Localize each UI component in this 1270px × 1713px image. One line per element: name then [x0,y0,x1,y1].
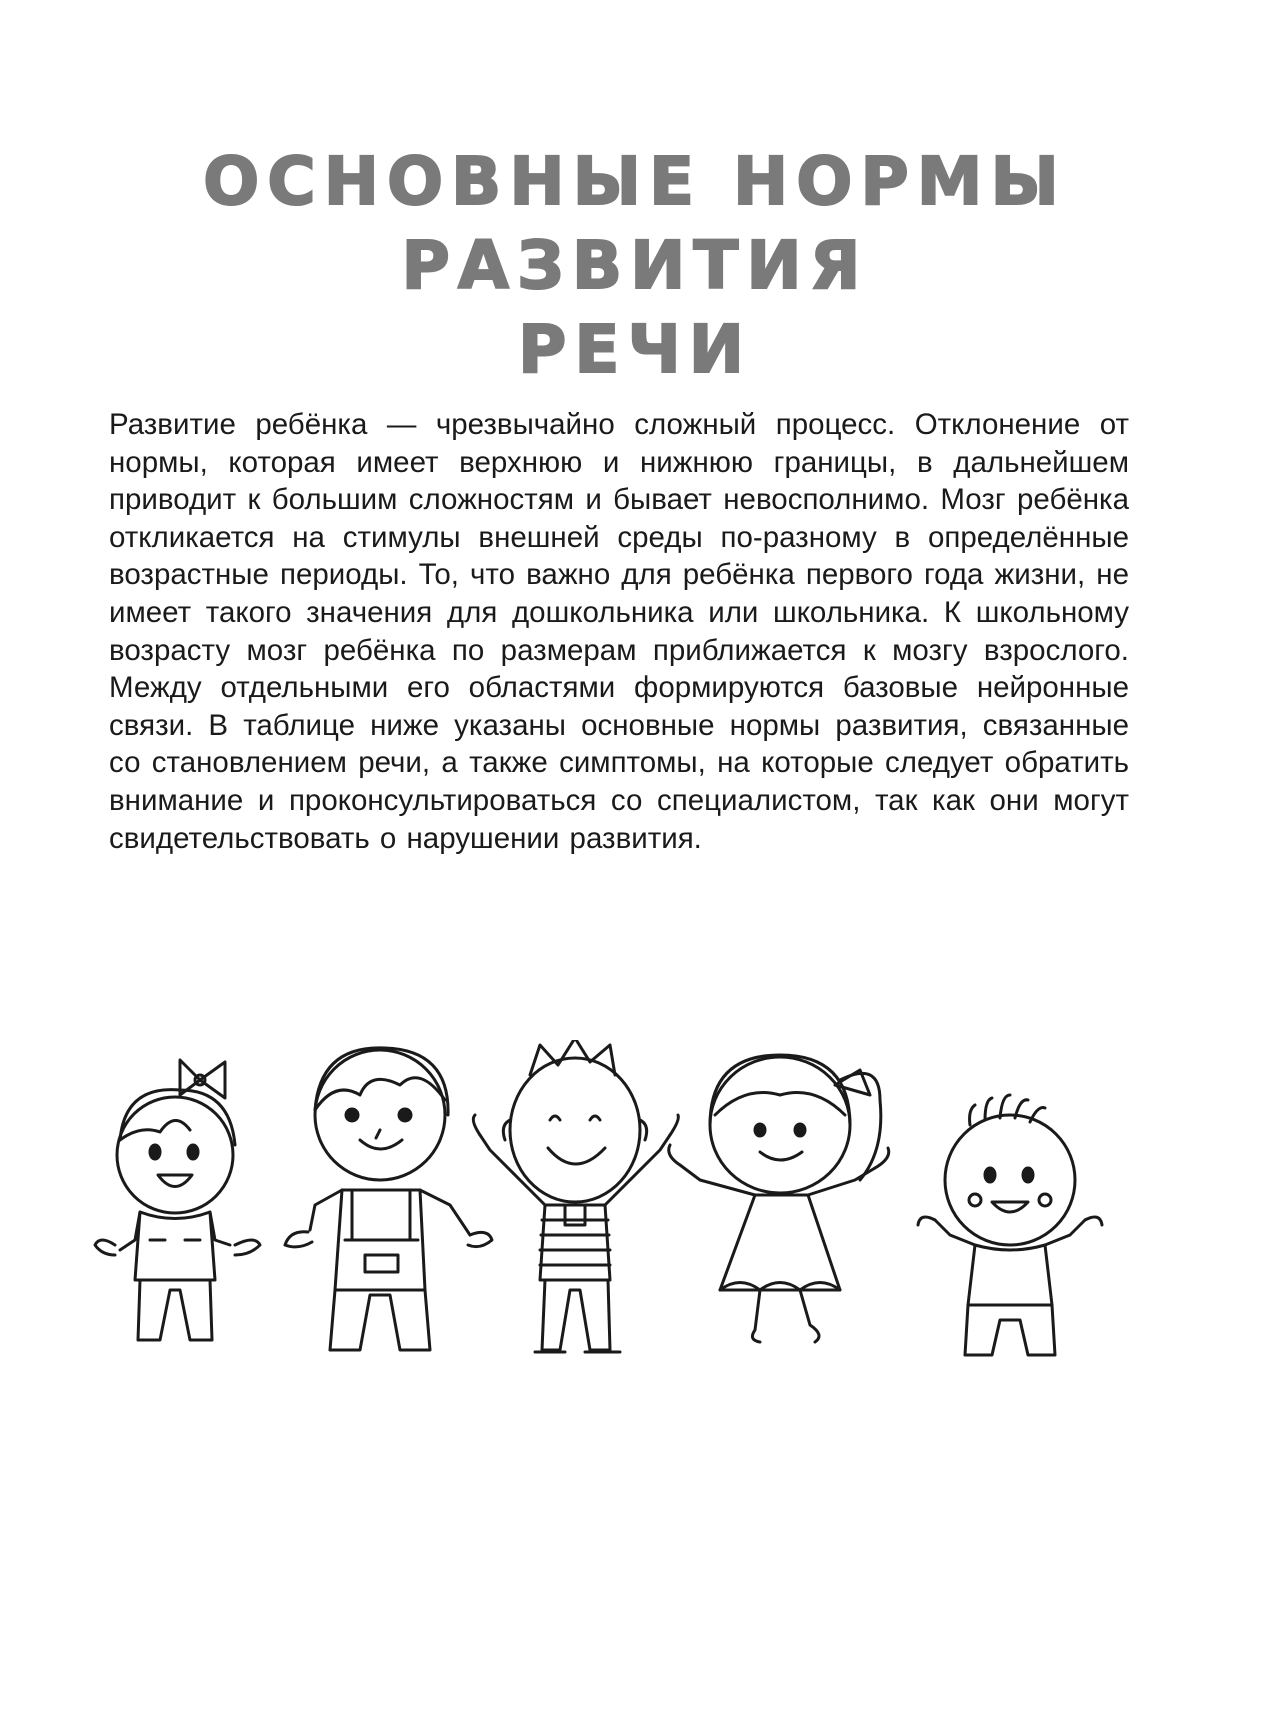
title-line-1: ОСНОВНЫЕ НОРМЫ [203,143,1067,220]
page-title [0,140,1270,392]
child-girl-bow-figure [95,1060,260,1340]
child-boy-overalls-figure [285,1048,492,1350]
children-illustration [80,1040,1190,1420]
title-line-3: РЕЧИ [517,311,753,388]
intro-paragraph: Развитие ребёнка — чрезвычайно сложный процесс. Отклонение от нормы, которая имеет верхнюю и нижнюю границы, в дальнейшем приводит к большим сложностям и бывает невосполнимо. Мозг ребёнка откликается на стимулы внешней среды по-разному в определённые возрастные периоды. То, что важно для ребёнка первого года жизни, не имеет такого значения для дошкольника или школьника. К школьному возрасту мозг ребёнка по размерам приближается к мозгу взрослого. Между отдельными его областями формируются базовые нейронные связи. В таблице ниже указаны основные нормы развития, связанные со становлением речи, а также симптомы, на которые следует обратить внимание и проконсультироваться со специалистом, так как они могут свидетельствовать о нарушении развития. [109,408,1129,855]
child-boy-striped-figure [473,1040,678,1352]
child-baby-figure [918,1095,1102,1355]
title-line-2: РАЗВИТИЯ [401,227,869,304]
child-girl-dress-figure [669,1055,889,1342]
